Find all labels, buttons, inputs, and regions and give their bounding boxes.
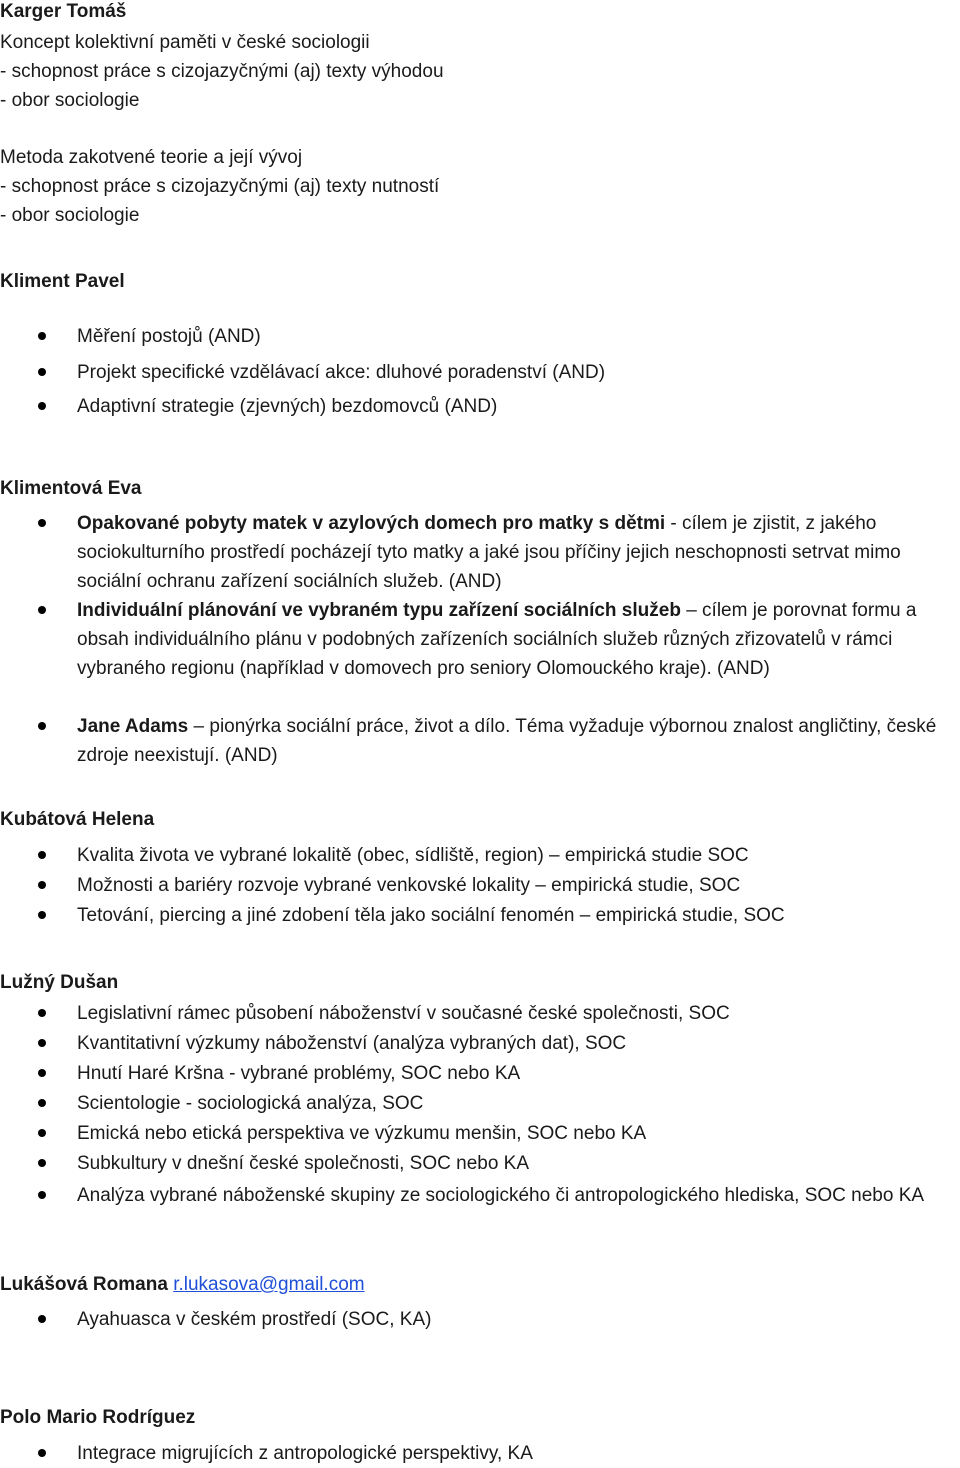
author-heading-kliment: Kliment Pavel	[0, 271, 125, 292]
bullet-icon	[38, 1191, 46, 1199]
bullet-icon	[38, 606, 46, 614]
topic-title-bold: Opakované pobyty matek v azylových domech pro matky s dětmi	[77, 513, 666, 534]
bullet-icon	[38, 402, 46, 410]
bullet-icon	[38, 1129, 46, 1137]
topic-description: - cílem je zjistit, z jakého sociokulturního prostředí pocházejí tyto matky a jaké jsou příčiny jejich neschopnosti setrvat mimo sociální ochranu zařízení sociálních služeb. (AND)	[77, 513, 901, 592]
topic-title-bold: Individuální plánování ve vybraném typu zařízení sociálních služeb	[77, 600, 681, 621]
bullet-icon	[38, 1039, 46, 1047]
bullet-icon	[38, 1099, 46, 1107]
topic-description: – cílem je porovnat formu a obsah individuálního plánu v podobných zařízeních sociálních služeb různých zřizovatelů v rámci vybraného regionu (například v domovech pro seniory Olomouckého kraje). (AND)	[77, 600, 917, 679]
bullet-icon	[38, 1009, 46, 1017]
topic-note: - schopnost práce s cizojazyčnými (aj) texty nutností	[0, 176, 440, 197]
author-heading-polo: Polo Mario Rodríguez	[0, 1407, 196, 1428]
bullet-icon	[38, 332, 46, 340]
author-name: Lukášová Romana	[0, 1274, 168, 1295]
bullet-icon	[38, 1315, 46, 1323]
author-heading-karger: Karger Tomáš	[0, 1, 127, 22]
bullet-icon	[38, 851, 46, 859]
topic-note: - obor sociologie	[0, 205, 140, 226]
bullet-icon	[38, 1159, 46, 1167]
bullet-icon	[38, 881, 46, 889]
topic-title: Koncept kolektivní paměti v české sociologii	[0, 32, 370, 53]
bullet-icon	[38, 722, 46, 730]
author-heading-lukasova	[0, 1273, 365, 1297]
bullet-icon	[38, 911, 46, 919]
email-link[interactable]: r.lukasova@gmail.com	[173, 1274, 365, 1295]
bullet-icon	[38, 368, 46, 376]
bullet-icon	[38, 519, 46, 527]
topic-note: - obor sociologie	[0, 90, 140, 111]
author-heading-kubatova: Kubátová Helena	[0, 809, 155, 830]
author-heading-klimentova: Klimentová Eva	[0, 478, 142, 499]
topic-title-bold: Jane Adams	[77, 716, 189, 737]
bullet-icon	[38, 1449, 46, 1457]
topic-description: – pionýrka sociální práce, život a dílo. Téma vyžaduje výbornou znalost angličtiny, české zdroje neexistují. (AND)	[77, 716, 937, 766]
topic-title: Metoda zakotvené teorie a její vývoj	[0, 147, 303, 168]
author-heading-luzny: Lužný Dušan	[0, 972, 119, 993]
bullet-icon	[38, 1069, 46, 1077]
topic-note: - schopnost práce s cizojazyčnými (aj) texty výhodou	[0, 61, 444, 82]
